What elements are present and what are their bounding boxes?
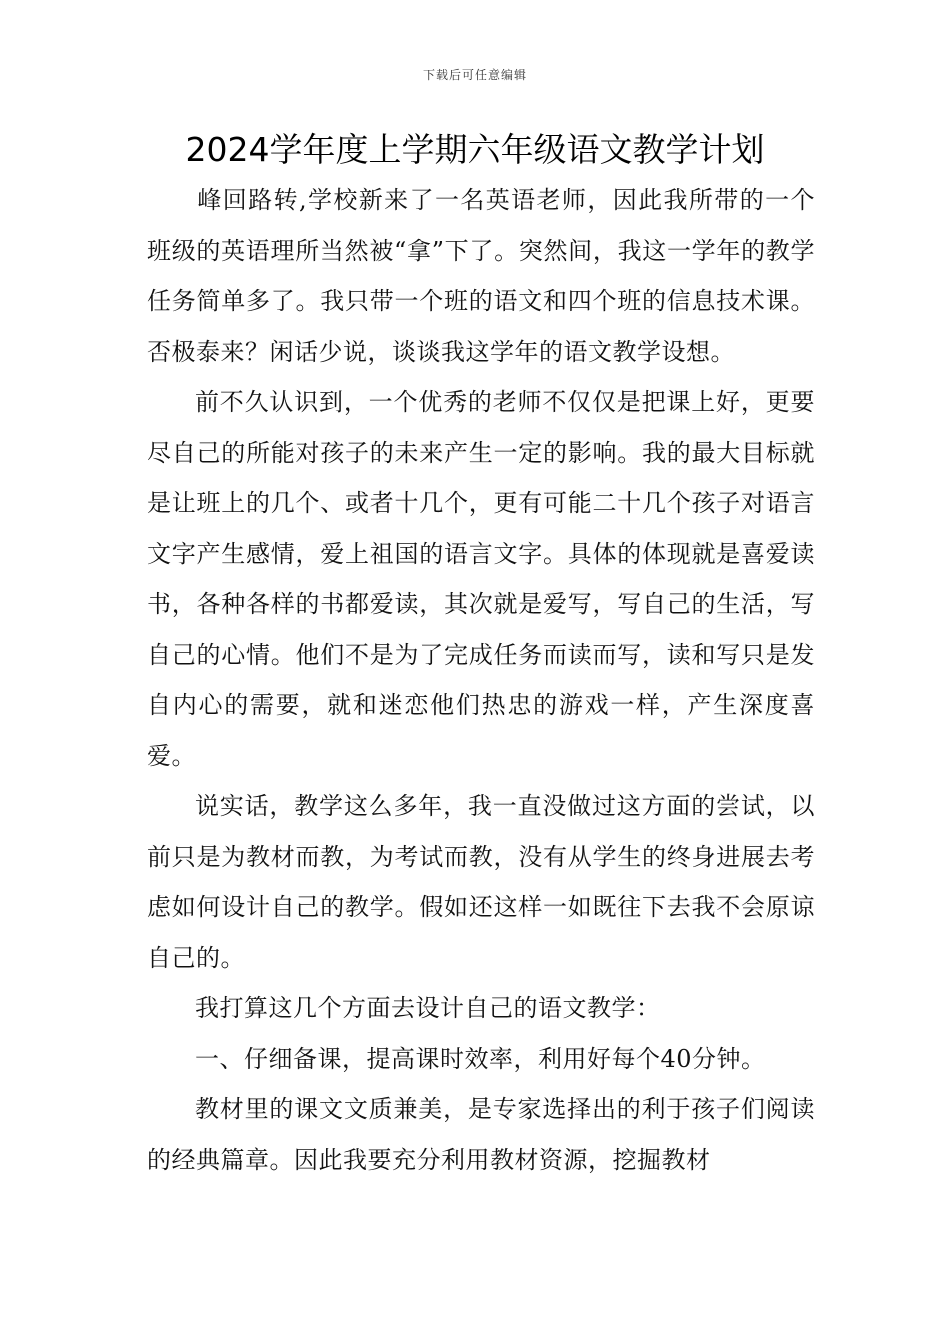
header-note: 下载后可任意编辑	[422, 68, 527, 82]
paragraph-reflection: 说实话，教学这么多年，我一直没做过这方面的尝试，以前只是为教材而教，为考试而教，没有从学生的终身进展去考虑如何设计自己的教学。假如还这样一如既往下去我不会原谅自己的。	[147, 792, 815, 972]
paragraph-plan-intro: 我打算这几个方面去设计自己的语文教学：	[195, 994, 661, 1022]
paragraph-intro: 峰回路转,学校新来了一名英语老师，因此我所带的一个班级的英语理所当然被“拿”下了。突然间，我这一学年的教学任务简单多了。我只带一个班的语文和四个班的信息技术课。否极泰来？闲话少说，谈谈我这学年的语文教学设想。	[147, 186, 815, 366]
document-title: 2024学年度上学期六年级语文教学计划	[185, 130, 765, 169]
paragraph-textbook: 教材里的课文文质兼美，是专家选择出的利于孩子们阅读的经典篇章。因此我要充分利用教材资源，挖掘教材	[147, 1095, 815, 1174]
paragraph-plan-item-1: 一、仔细备课，提高课时效率，利用好每个40分钟。	[195, 1044, 766, 1073]
paragraph-goal: 前不久认识到，一个优秀的老师不仅仅是把课上好，更要尽自己的所能对孩子的未来产生一定的影响。我的最大目标就是让班上的几个、或者十几个，更有可能二十几个孩子对语言文字产生感情，爱上祖国的语言文字。具体的体现就是喜爱读书，各种各样的书都爱读，其次就是爱写，写自己的生活，写自己的心情。他们不是为了完成任务而读而写，读和写只是发自内心的需要，就和迷恋他们热忠的游戏一样，产生深度喜爱。	[147, 388, 815, 770]
document-body	[147, 175, 815, 1185]
